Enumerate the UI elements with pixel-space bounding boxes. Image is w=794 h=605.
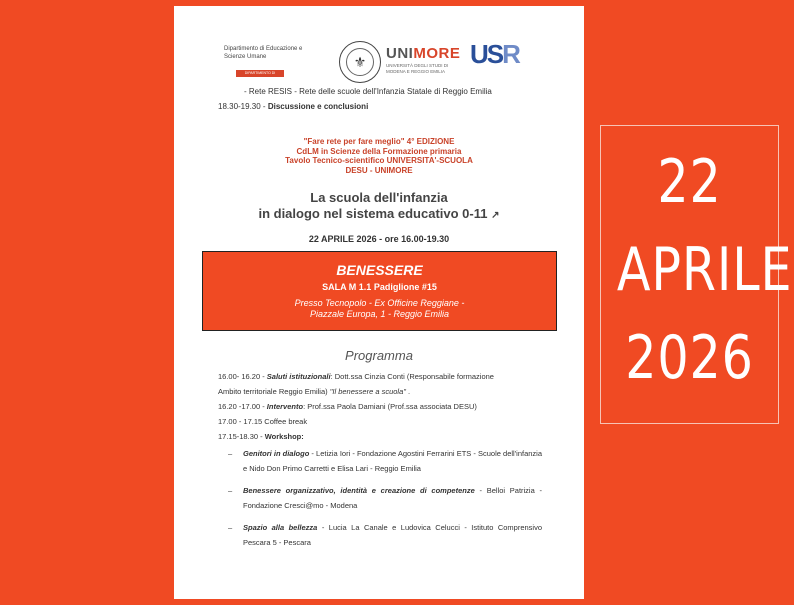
unimore-logo-subtitle: UNIVERSITÀ DEGLI STUDI DI MODENA E REGGIO EMILIA (386, 63, 449, 74)
rete-resis-line: - Rete RESIS - Rete delle scuole dell'Infanzia Statale di Reggio Emilia (244, 87, 492, 96)
schedule-row: 17.15-18.30 - Workshop: (218, 432, 304, 441)
date-month: APRILE (616, 235, 793, 305)
arrow-icon: ↗ (491, 210, 500, 221)
theme-title: BENESSERE (336, 262, 423, 278)
room-label: SALA M 1.1 Padiglione #15 (322, 282, 437, 292)
department-logo-text: Dipartimento di Educazione e Scienze Umane (224, 46, 303, 60)
logo-bar (174, 39, 584, 89)
program-schedule (218, 369, 542, 444)
unimore-logo: UNIMORE (386, 45, 461, 62)
schedule-row: 16.20 -17.00 - Intervento: Prof.ssa Paola Damiani (Prof.ssa associata DESU) (218, 402, 477, 411)
usr-logo: USR (470, 39, 519, 69)
event-title: La scuola dell'infanzia in dialogo nel sistema educativo 0-11 ↗ (258, 190, 500, 221)
schedule-row: 16.00- 16.20 - Saluti istituzionali: Dott.ssa Cinzia Conti (Responsabile formazione (218, 372, 494, 381)
discussione-line: 18.30-19.30 - Discussione e conclusioni (218, 102, 369, 111)
department-excellence-badge: DIPARTIMENTO DI ECCELLENZA (236, 70, 284, 77)
date-panel (600, 125, 793, 424)
schedule-row: Ambito territoriale Reggio Emilia) "Il benessere a scuola" . (218, 387, 411, 396)
date-year: 2026 (625, 323, 754, 393)
programma-heading: Programma (345, 348, 413, 363)
workshop-item: – Genitori in dialogo - Letizia Iori - Fondazione Agostini Ferrarini ETS - Scuole dell'infanzia e Nido Don Primo Carretti e Elisa Lari - Reggio Emilia (228, 449, 543, 473)
university-seal-icon: ⚜ (339, 41, 381, 83)
organizers-block: "Fare rete per fare meglio" 4° EDIZIONE CdLM in Scienze della Formazione primaria Tavolo Tecnico-scientifico UNIVERSITA'-SCUOLA DESU - UNIMORE (285, 137, 473, 175)
venue-address: Presso Tecnopolo - Ex Officine Reggiane - Piazzale Europa, 1 - Reggio Emilia (294, 298, 465, 319)
workshop-item: – Benessere organizzativo, identità e creazione di competenze - Belloi Patrizia - Fondazione Cresci@mo - Modena (228, 486, 542, 510)
venue-box (202, 251, 557, 331)
workshop-list (228, 446, 542, 557)
date-day: 22 (657, 147, 722, 217)
schedule-row: 17.00 - 17.15 Coffee break (218, 417, 308, 426)
event-date-line: 22 APRILE 2026 - ore 16.00-19.30 (308, 234, 450, 244)
workshop-item: – Spazio alla bellezza - Lucia La Canale e Ludovica Celucci - Istituto Comprensivo Pescara 5 - Pescara (228, 523, 543, 547)
event-flyer-document (174, 6, 584, 599)
